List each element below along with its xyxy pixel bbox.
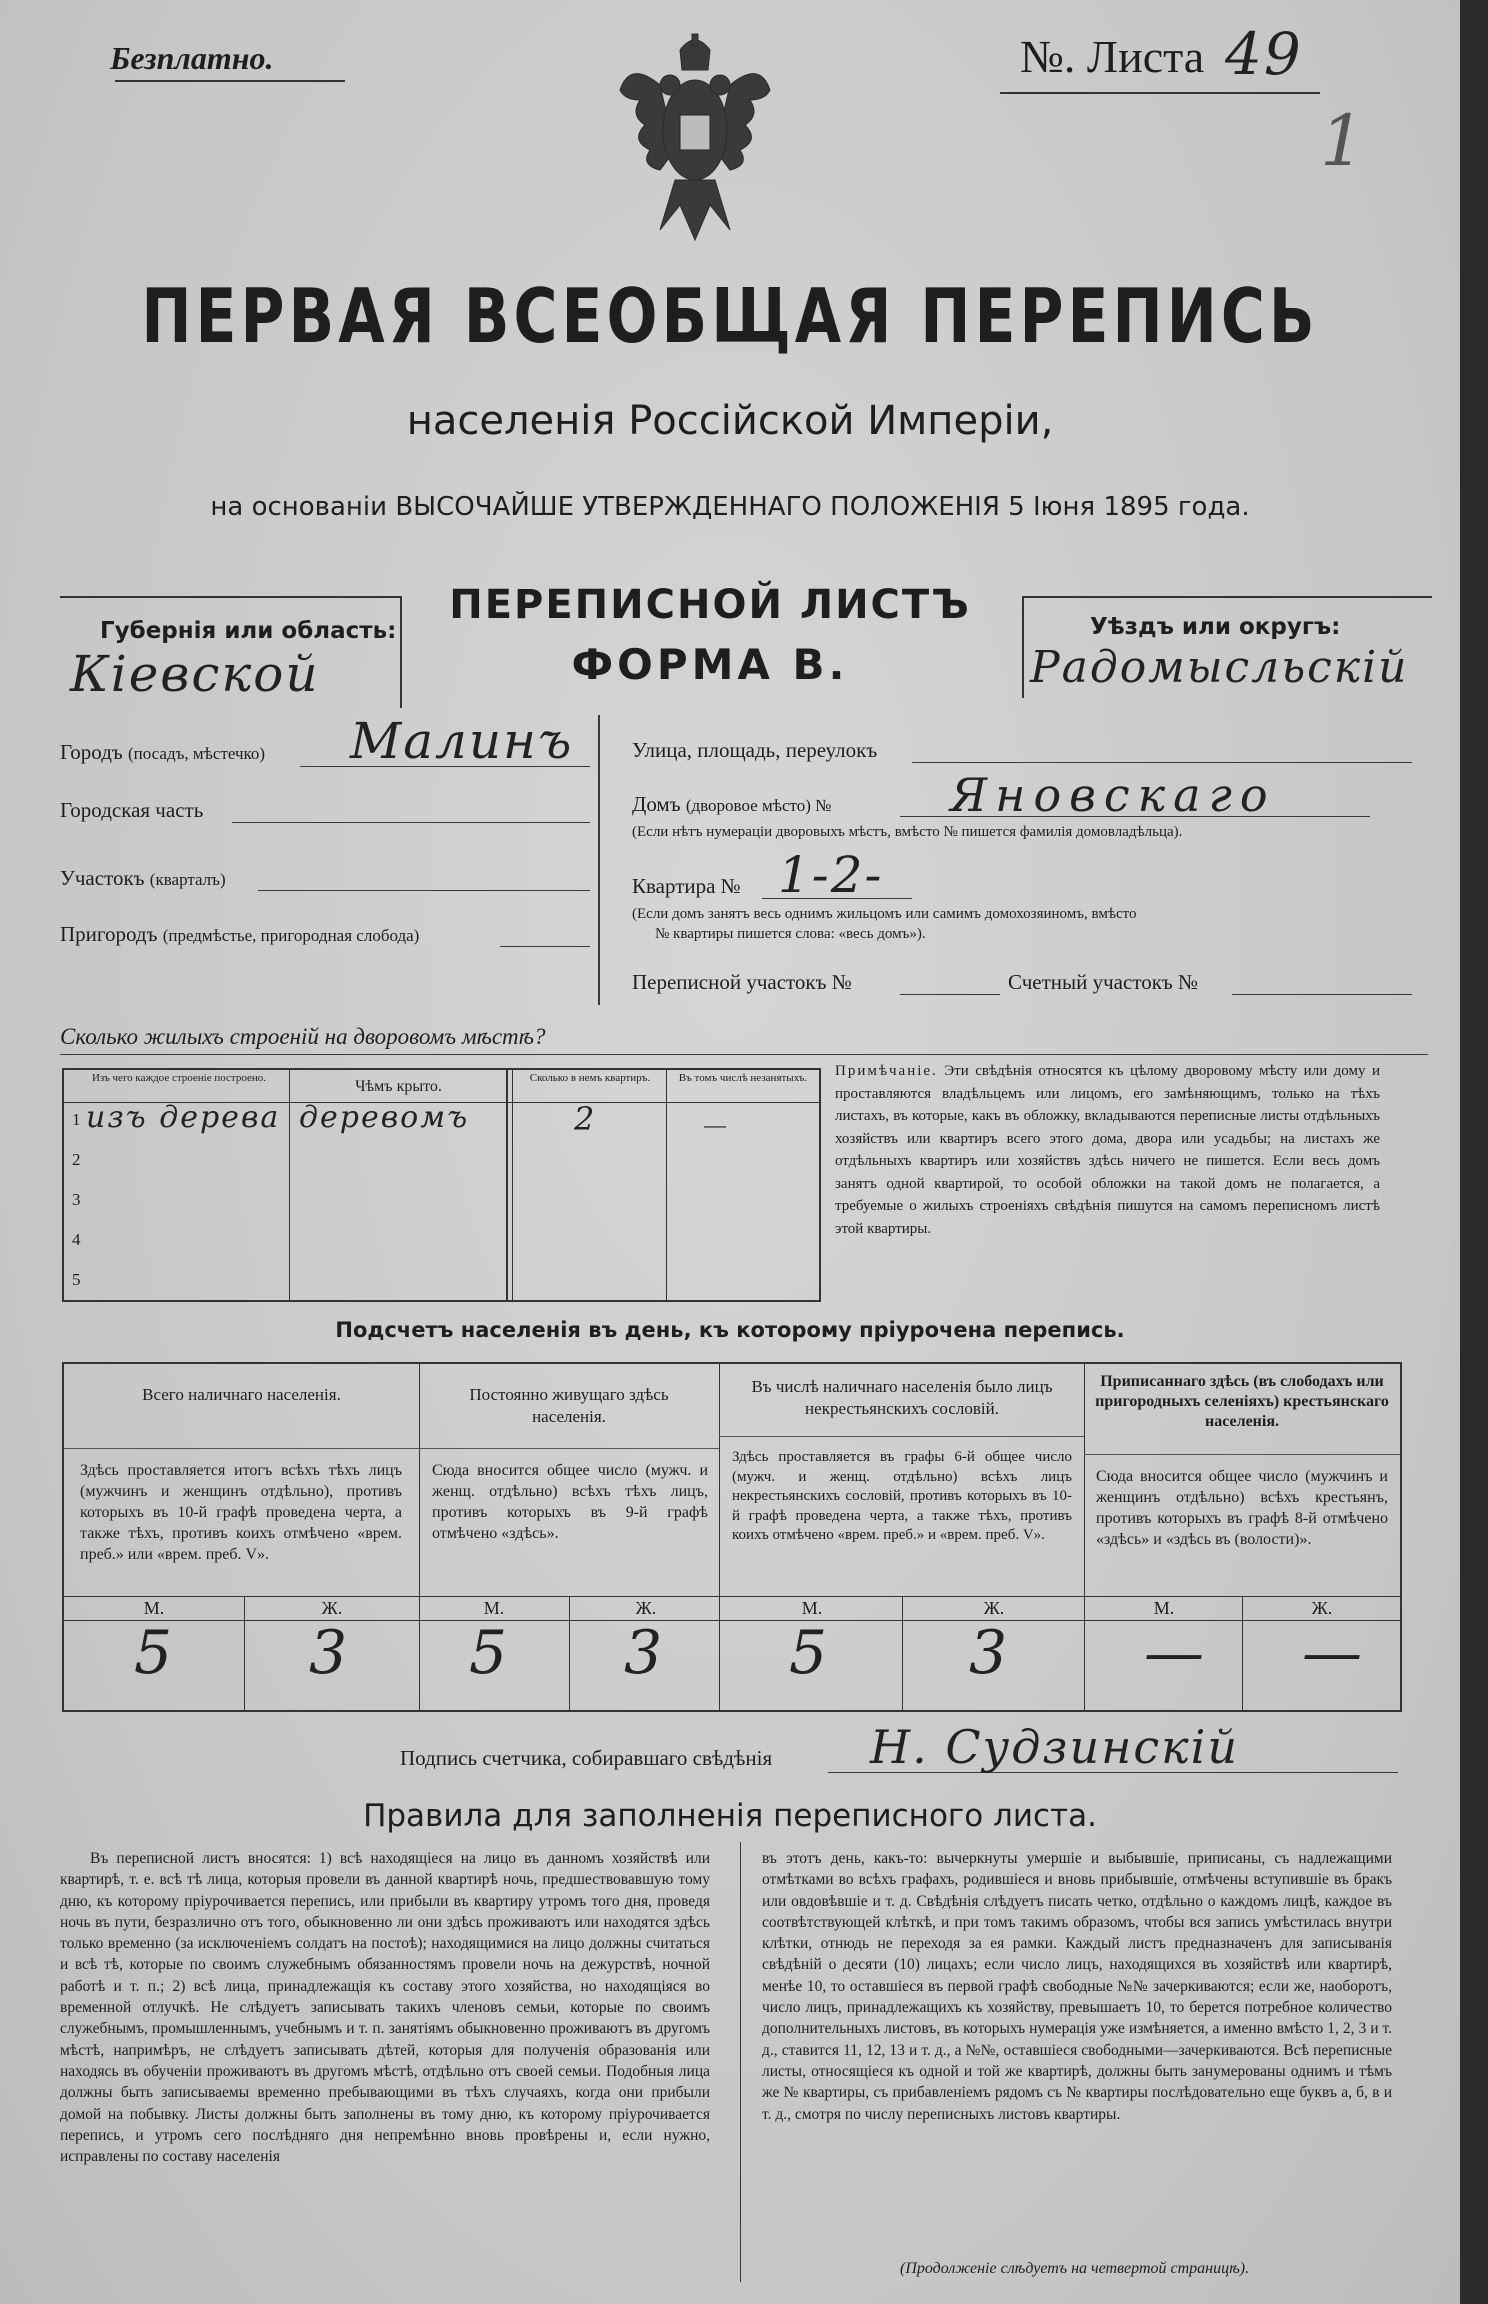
female-label: Ж. xyxy=(635,1598,657,1618)
row-number: 1 xyxy=(72,1110,81,1129)
count-col-permanent-text: Сюда вносится общее число (мужч. и женщ. отдѣльно) всѣхъ тѣхъ лицъ, противъ которыхъ въ 9-й графѣ отмѣчено «здѣсь». xyxy=(432,1462,708,1542)
note-heading: Примѣчаніе. xyxy=(835,1063,938,1079)
apartment-note-2: № квартиры пишется слова: «весь домъ»). xyxy=(655,926,926,942)
buildings-note xyxy=(835,1060,1380,1240)
census-district-line xyxy=(900,994,1000,995)
count-col-separator xyxy=(719,1436,1084,1437)
row-number: 2 xyxy=(72,1150,81,1169)
main-title: ПЕРВАЯ ВСЕОБЩАЯ ПЕРЕПИСЬ xyxy=(141,273,1319,361)
suburb-label: Пригородъ (предмѣстье, пригородная слобода) xyxy=(60,922,420,946)
free-underline xyxy=(115,80,345,82)
apartment-value: 1-2- xyxy=(778,846,884,904)
buildings-rule xyxy=(60,1054,1428,1055)
count-col-divider-2 xyxy=(719,1364,720,1710)
sheet-number-label: №. Листа xyxy=(1020,31,1205,82)
count-col-separator xyxy=(419,1448,719,1449)
city-label: Городъ (посадъ, мѣстечко) xyxy=(60,740,266,764)
count-col-registered-heading: Приписаннаго здѣсь (въ слободахъ или пригородныхъ селеніяхъ) крестьянскаго населенія. xyxy=(1095,1373,1389,1430)
apartment-note-1: (Если домъ занятъ весь однимъ жильцомъ или самимъ домохозяиномъ, вмѣсто xyxy=(632,906,1137,922)
count-mf-divider xyxy=(569,1596,570,1710)
buildings-col-vacant: Въ томъ числѣ незанятыхъ. xyxy=(678,1072,808,1084)
census-district-label: Переписной участокъ № xyxy=(632,970,852,994)
district-line xyxy=(258,890,590,891)
buildings-col-material: Изъ чего каждое строеніе построено. xyxy=(91,1072,267,1084)
row-number: 5 xyxy=(72,1270,81,1289)
count-table xyxy=(62,1362,1402,1712)
apartment-label: Квартира № xyxy=(632,874,741,898)
female-label: Ж. xyxy=(321,1598,343,1618)
street-line xyxy=(912,762,1412,763)
count-col-present-heading: Всего наличнаго населенія. xyxy=(142,1385,341,1404)
count-district-line xyxy=(1232,994,1412,995)
sheet-number-value: 49 xyxy=(1225,20,1303,88)
uezd-value: Радомысльскій xyxy=(1030,642,1409,693)
guberniya-value: Кіевской xyxy=(70,645,320,703)
buildings-col-apartments: Сколько в немъ квартиръ. xyxy=(529,1072,651,1084)
city-value: Малинъ xyxy=(350,712,574,770)
count-mf-divider xyxy=(902,1596,903,1710)
count-col-divider-1 xyxy=(419,1364,420,1710)
row-number: 4 xyxy=(72,1230,81,1249)
row-vacant: — xyxy=(704,1112,726,1137)
nonpeasant-male-value: 5 xyxy=(789,1618,830,1688)
female-label: Ж. xyxy=(983,1598,1005,1618)
rules-title: Правила для заполненія переписного листа. xyxy=(363,1798,1097,1834)
count-col-nonpeasant-text: Здѣсь проставляется въ графы 6-й общее число (мужч. и женщ. отдѣльно) всѣхъ лицъ некрестьянскихъ сословій, противъ которыхъ въ 10-й графѣ проведена черта, а также тѣхъ, противъ коихъ отмѣчено «врем. преб.» и «врем. преб. V». xyxy=(732,1449,1072,1543)
city-part-label: Городская часть xyxy=(60,798,204,822)
form-label: ФОРМА В. xyxy=(571,640,849,689)
female-label: Ж. xyxy=(1311,1598,1333,1618)
row-apartments: 2 xyxy=(574,1100,597,1138)
count-col-permanent-heading: Постоянно живущаго здѣсь населенія. xyxy=(469,1385,669,1426)
corner-mark: 1 xyxy=(1320,100,1367,182)
permanent-male-value: 5 xyxy=(469,1618,510,1688)
count-mf-divider xyxy=(1242,1596,1243,1710)
suburb-line xyxy=(500,946,590,947)
row-roof: деревомъ xyxy=(299,1100,470,1135)
sheet-title: ПЕРЕПИСНОЙ ЛИСТЪ xyxy=(449,582,971,628)
count-col-divider-3 xyxy=(1084,1364,1085,1710)
street-label: Улица, площадь, переулокъ xyxy=(632,738,878,762)
house-value: Яновскаго xyxy=(950,768,1276,822)
count-col-registered-text: Сюда вносится общее число (мужчинъ и женщинъ отдѣльно) всѣхъ крестьянъ, противъ которыхъ въ графѣ 8-й отмѣчено «здѣсь» и «здѣсь въ (волости)». xyxy=(1096,1468,1388,1548)
guberniya-label: Губернія или область: xyxy=(100,618,397,644)
sheet-number-underline xyxy=(1000,92,1320,94)
rules-divider xyxy=(740,1842,741,2282)
buildings-question: Сколько жилыхъ строеній на дворовомъ мѣстѣ? xyxy=(60,1024,546,1049)
note-text: Эти свѣдѣнія относятся къ цѣлому дворовому мѣсту или дому и проставляются владѣльцемъ или лицомъ, его замѣняющимъ, только на тѣхъ листахъ, въ которые, какъ въ обложку, вкладываются переписные листы отдѣльныхъ хозяйствъ или квартиръ всего этого дома, двора или усадьбы; на листахъ же отдѣльныхъ квартиръ или хозяйствъ здѣсь ничего не пишется. Если весь домъ занятъ одной квартирой, то особой обложки на такой домъ не полагается, а требуемые о жилыхъ строеніяхъ свѣдѣнія пишутся на самомъ переписномъ листѣ этой квартиры. xyxy=(835,1063,1381,1237)
nonpeasant-female-value: 3 xyxy=(969,1618,1010,1688)
buildings-col-divider-2 xyxy=(506,1070,508,1300)
count-col-nonpeasant-heading: Въ числѣ наличнаго населенія было лицъ некрестьянскихъ сословій. xyxy=(751,1377,1053,1418)
free-label: Безплатно. xyxy=(110,40,274,76)
count-mf-divider xyxy=(244,1596,245,1710)
count-title: Подсчетъ населенія въ день, къ которому пріурочена перепись. xyxy=(335,1318,1125,1342)
signature-value: Н. Судзинскій xyxy=(870,1720,1239,1774)
city-part-line xyxy=(232,822,590,823)
rules-left-column: Въ переписной листъ вносятся: 1) всѣ находящіеся на лицо въ данномъ хозяйствѣ или квартирѣ, т. е. всѣ тѣ лица, которыя провели въ данной квартирѣ ночь, предшествовавшую тому дню, къ которому пріурочивается перепись, или прибыли въ квартиру утромъ того дня, проведя ночь въ пути, безразлично отъ того, обыкновенно ли они здѣсь проживаютъ или находятся здѣсь только временно (за исключеніемъ солдатъ на постоѣ); находящимися на лицо должны считаться и всѣ тѣ, которые по своимъ служебнымъ обязанностямъ провели ночь на дежурствѣ, ночной работѣ и т. п.; 2) всѣ лица, принадлежащія къ составу этого хозяйства, но находящіяся во временной отлучкѣ. Не слѣдуетъ записывать такихъ членовъ семьи, которые по своимъ служебнымъ, промышленнымъ, учебнымъ и т. п. занятіямъ обыкновенно проживаютъ въ другомъ мѣстѣ, напримѣръ, не слѣдуетъ записывать дѣтей, которыя для полученія образованія или находясь въ обученіи проживаютъ въ другомъ мѣстѣ, отдѣльно отъ своей семьи. Подобныя лица должны быть записываемы временно пребывающими въ тѣхъ случаяхъ, когда они прибыли домой на побывку. Листы должны быть заполнены въ тому дню, къ которому пріурочивается перепись, и утромъ сего послѣдняго дня непремѣнно вновь провѣрены и, если нужно, исправлены по составу населенія xyxy=(60,1850,710,2166)
count-col-present-text: Здѣсь проставляется итогъ всѣхъ тѣхъ лицъ (мужчинъ и женщинъ отдѣльно), противъ которыхъ въ 10-й графѣ проведена черта, а также тѣхъ, противъ коихъ отмѣчено «врем. преб.» или «врем. преб. V». xyxy=(80,1462,402,1563)
house-label: Домъ (дворовое мѣсто) № xyxy=(632,792,832,816)
row-material: изъ дерева xyxy=(86,1100,281,1135)
registered-male-value: — xyxy=(1144,1618,1206,1688)
address-divider xyxy=(598,715,600,1005)
present-female-value: 3 xyxy=(309,1618,350,1688)
basis-line: на основаніи ВЫСОЧАЙШЕ УТВЕРЖДЕННАГО ПОЛОЖЕНІЯ 5 Іюня 1895 года. xyxy=(210,492,1250,522)
count-district-label: Счетный участокъ № xyxy=(1008,970,1199,994)
double-headed-eagle-emblem xyxy=(600,30,790,245)
buildings-col-divider-1 xyxy=(289,1070,290,1300)
row-number: 3 xyxy=(72,1190,81,1209)
present-male-value: 5 xyxy=(134,1618,175,1688)
count-mf-rule xyxy=(64,1596,1400,1597)
permanent-female-value: 3 xyxy=(624,1618,665,1688)
male-label: М. xyxy=(801,1598,823,1618)
buildings-col-divider-3 xyxy=(512,1070,513,1300)
count-col-separator xyxy=(1084,1454,1400,1455)
district-label: Участокъ (кварталъ) xyxy=(60,866,226,890)
buildings-col-divider-4 xyxy=(666,1070,667,1300)
signature-label: Подпись счетчика, собиравшаго свѣдѣнія xyxy=(400,1746,773,1770)
buildings-table xyxy=(62,1068,821,1302)
count-col-separator xyxy=(64,1448,419,1449)
uezd-label: Уѣздъ или округъ: xyxy=(1090,614,1341,640)
buildings-col-roof: Чѣмъ крыто. xyxy=(355,1078,442,1095)
male-label: М. xyxy=(1153,1598,1175,1618)
registered-female-value: — xyxy=(1302,1618,1364,1688)
male-label: М. xyxy=(143,1598,165,1618)
subtitle: населенія Россійской Имперіи, xyxy=(406,398,1054,444)
rules-continued: (Продолженіе слѣдуетъ на четвертой страницѣ). xyxy=(900,2260,1250,2277)
rules-right-column: въ этотъ день, какъ-то: вычеркнуты умершіе и выбывшіе, приписаны, съ надлежащими отмѣтками во всѣхъ графахъ, родившіеся и вновь прибывшіе, отмѣчены вступившіе въ бракъ или овдовѣвшіе и т. д. Свѣдѣнія слѣдуетъ писать четко, отдѣльно о каждомъ лицѣ, каждое въ соотвѣтствующей клѣткѣ, и при томъ такимъ образомъ, чтобы вся запись умѣстилась внутри клѣтки, отнюдь не переходя за ея рамки. Каждый листъ предназначенъ для записыванія свѣдѣній о десяти (10) лицахъ; если число лицъ, находящихся въ хозяйствѣ или квартирѣ, менѣе 10, то оставшіеся въ первой графѣ свободные №№ зачеркиваются; если же, наоборотъ, число лицъ, принадлежащихъ къ хозяйству, превышаетъ 10, то берется потребное количество дополнительныхъ листовъ, въ которыхъ нумерація уже измѣняется, а именно вмѣсто 1, 2, 3 и т. д., ставится 11, 12, 13 и т. д., а №№, оставшіеся свободными—зачеркиваются. Всѣ переписные листы, относящіеся къ одной и той же квартирѣ, должны быть занумерованы однимъ и тѣмъ же № квартиры, съ прибавленіемъ рядомъ съ № квартиры послѣдовательно еще буквъ а, б, в и т. д., смотря по числу переписныхъ листовъ квартиры. xyxy=(762,1850,1392,2123)
house-note: (Если нѣтъ нумераціи дворовыхъ мѣстъ, вмѣсто № пишется фамилія домовладѣльца). xyxy=(632,824,1183,840)
male-label: М. xyxy=(483,1598,505,1618)
